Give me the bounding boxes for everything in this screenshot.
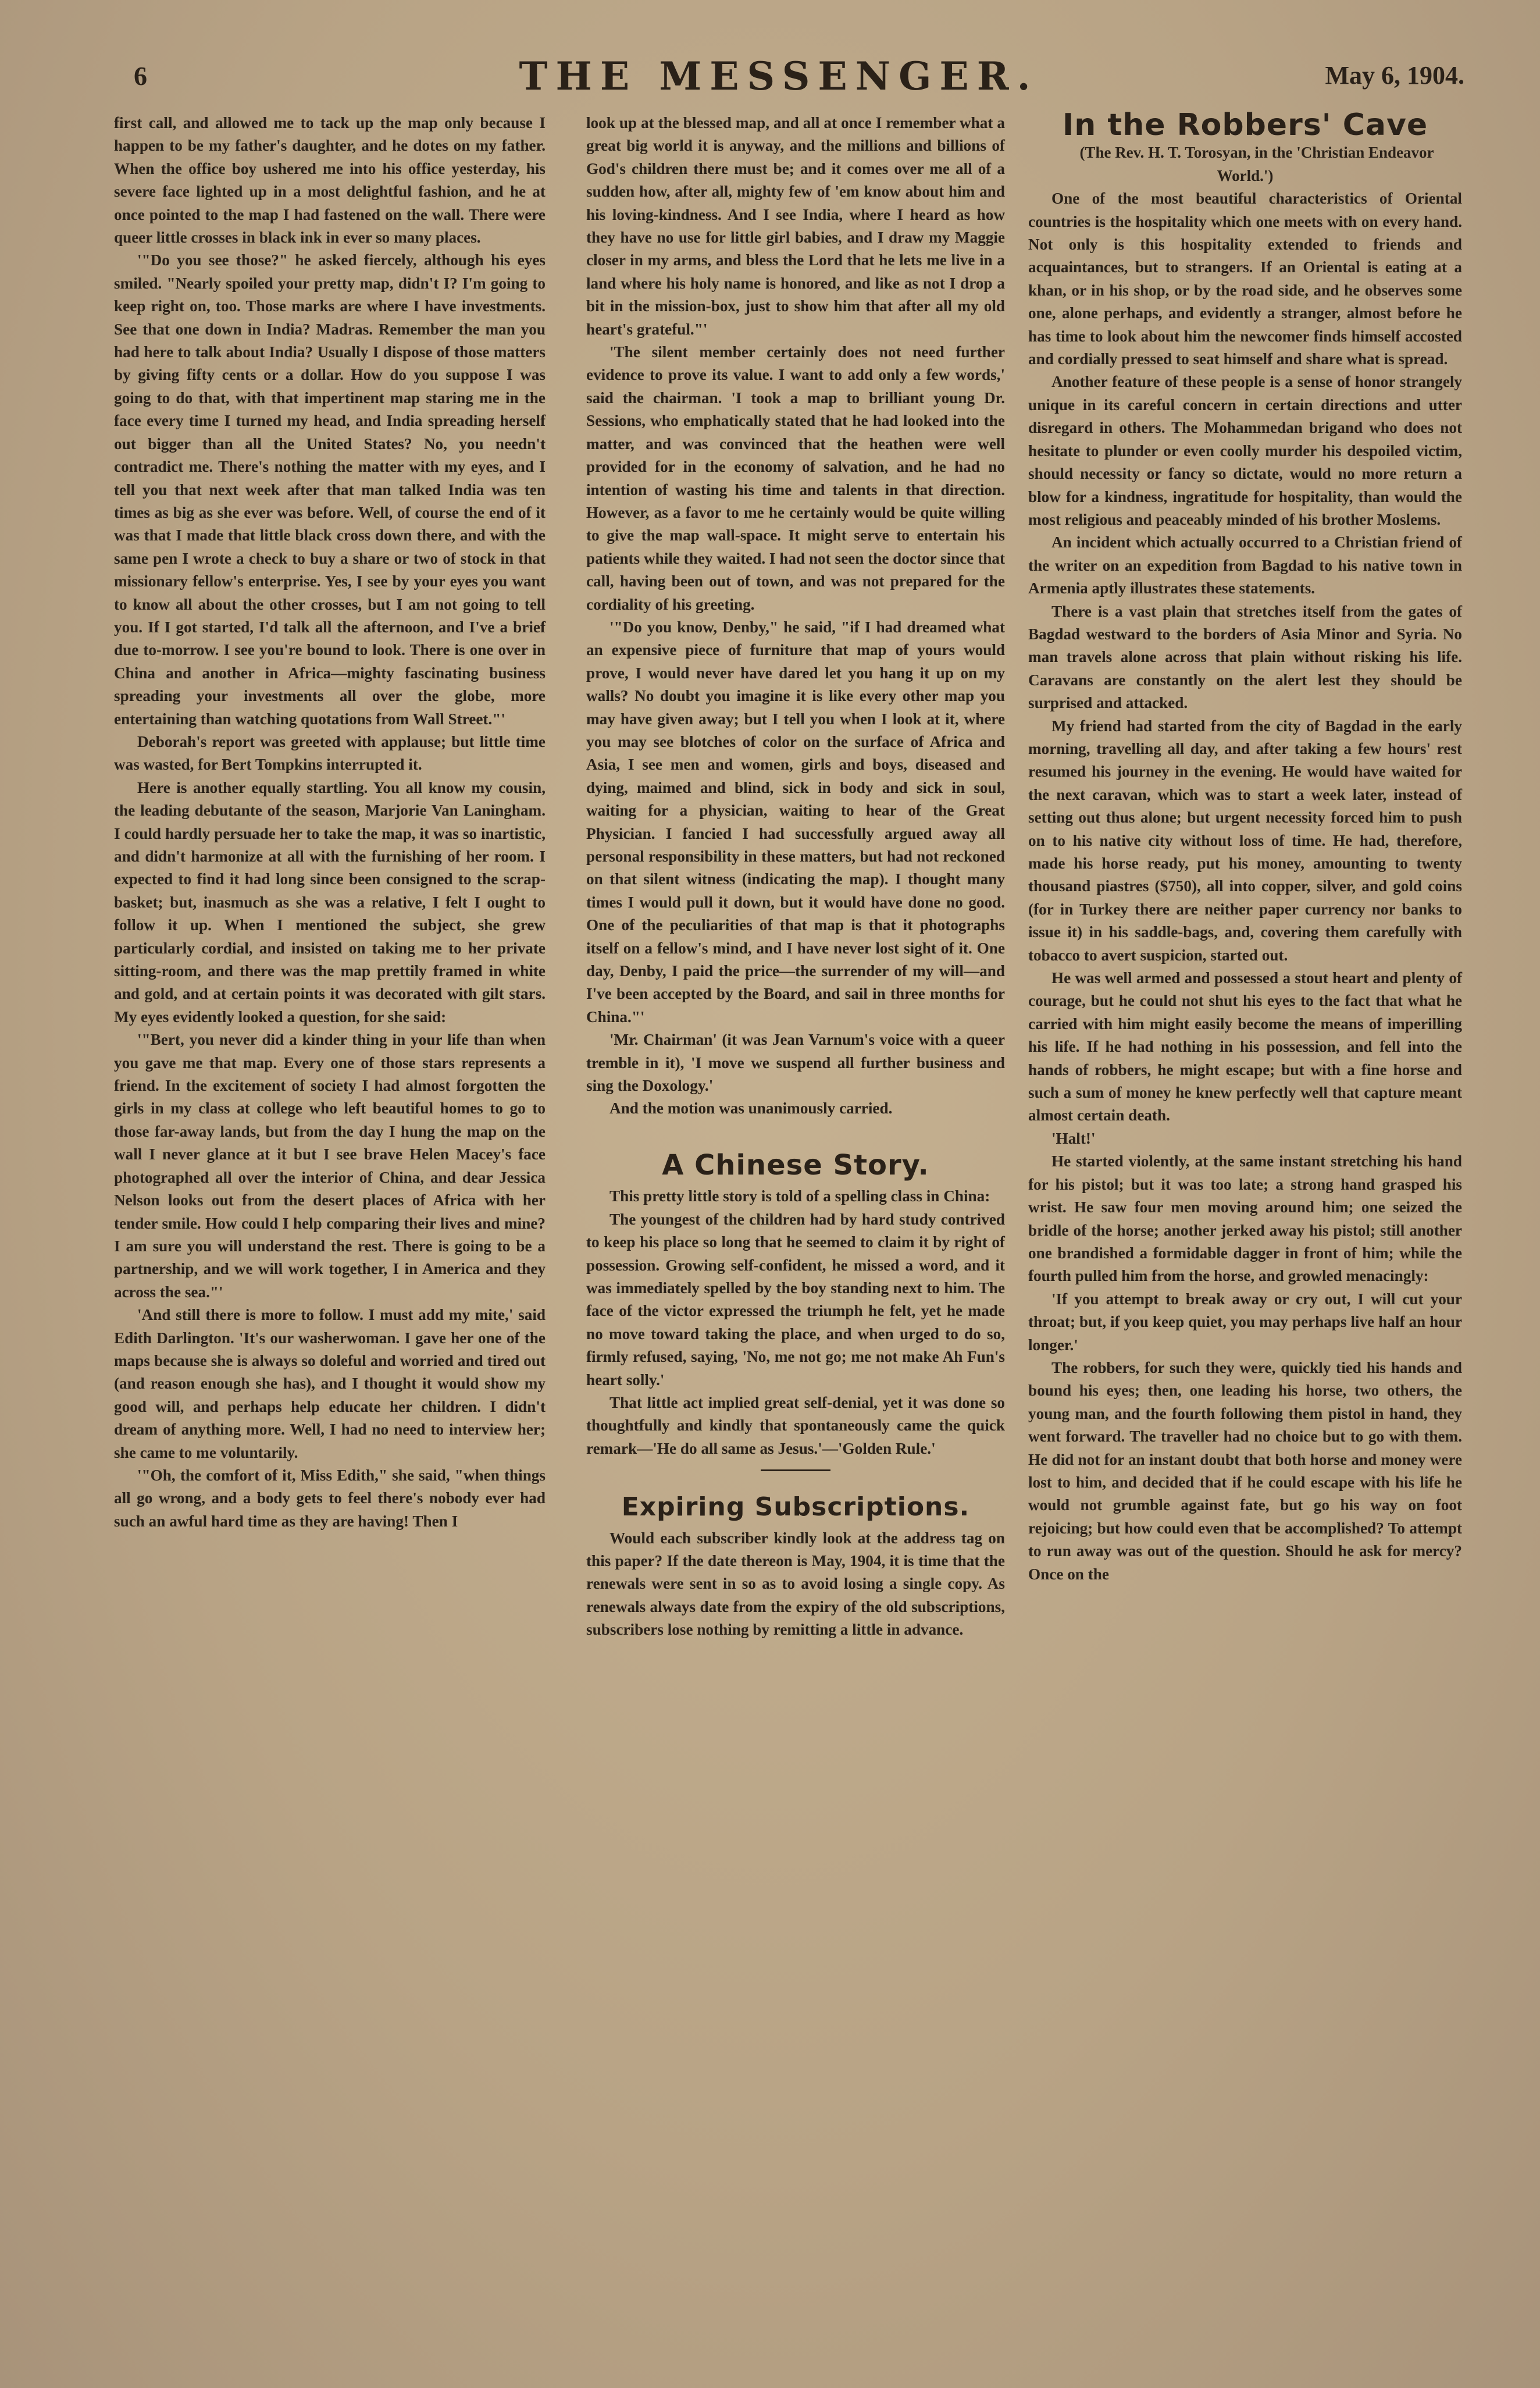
robbers-paragraph: He was well armed and possessed a stout heart and plenty of courage, but he could not shut his eyes to the fact that what he carried with him might easily become the means of imperilling his life. If he had nothing in his possession, and fell into the hands of robbers, he might escape; but with a fine horse and such a sum of money he knew perfectly well that capture meant almost certain death. xyxy=(1028,969,1462,1124)
robbers-paragraph: 'Halt!' xyxy=(1051,1129,1096,1147)
robbers-cave-byline: (The Rev. H. T. Torosyan, in the 'Christian Endeavor World.') xyxy=(1079,144,1434,184)
article-paragraph: '"Oh, the comfort of it, Miss Edith," she said, "when things all go wrong, and a body gets to feel there's nobody ever had such an awful hard time as they are having! Then I xyxy=(114,1466,546,1530)
column-1 xyxy=(114,112,546,1533)
chinese-story-paragraph: This pretty little story is told of a spelling class in China: xyxy=(609,1187,990,1205)
section-divider xyxy=(761,1469,830,1471)
robbers-paragraph: One of the most beautiful characteristics of Oriental countries is the hospitality which one meets with on every hand. Not only is this hospitality extended to friends and acquaintances, but to strangers. If an Oriental is eating at a khan, or in his shop, or by the road side, and he observes some one, alone perhaps, and evidently a stranger, almost before he has time to look about him the newcomer finds himself accosted and cordially pressed to seat himself and share what is spread. xyxy=(1028,190,1462,368)
article-paragraph: Deborah's report was greeted with applause; but little time was wasted, for Bert Tompkins interrupted it. xyxy=(114,732,546,774)
robbers-paragraph: An incident which actually occurred to a Christian friend of the writer on an expedition from Bagdad to his native town in Armenia aptly illustrates these statements. xyxy=(1028,533,1462,597)
article-paragraph: Here is another equally startling. You all know my cousin, the leading debutante of the season, Marjorie Van Laningham. I could hardly persuade her to take the map, it was so inartistic, and didn't harmonize at all with the furnishing of her room. I expected to find it had long since been consigned to the scrap-basket; but, inasmuch as she was a relative, I felt I ought to follow it up. When I mentioned the subject, she grew particularly cordial, and insisted on taking me to her private sitting-room, and there was the map prettily framed in white and gold, and at certain points it was decorated with gilt stars. My eyes evidently looked a question, for she said: xyxy=(114,778,546,1026)
expiring-subscriptions-headline: Expiring Subscriptions. xyxy=(621,1492,970,1522)
robbers-paragraph: There is a vast plain that stretches itself from the gates of Bagdad westward to the borders of Asia Minor and Syria. No man travels alone across that plain without risking his life. Caravans are constantly on the alert lest they should be surprised and attacked. xyxy=(1028,602,1462,712)
article-paragraph: 'The silent member certainly does not need further evidence to prove its value. I want to add only a few words,' said the chairman. 'I took a map to brilliant young Dr. Sessions, who emphatically stated that he had looked into the matter, and was convinced that the heathen were well provided for in the economy of salvation, and he had no intention of wasting his time and talents in that direction. However, as a favor to me he certainly would be quite willing to give the map wall-space. It might serve to entertain his patients while they waited. I had not seen the doctor since that call, having been out of town, and was not prepared for the cordiality of his greeting. xyxy=(586,343,1005,613)
robbers-cave-headline: In the Robbers' Cave xyxy=(1062,108,1428,143)
robbers-paragraph: He started violently, at the same instant stretching his hand for his pistol; but it was too late; a strong hand grasped his wrist. He saw four men moving around him; one seized the bridle of the horse; another jerked away his pistol; still another one brandished a formidable dagger in front of him; while the fourth pulled him from the horse, and growled menacingly: xyxy=(1028,1152,1462,1285)
column-2 xyxy=(586,112,1005,1642)
article-paragraph: look up at the blessed map, and all at once I remember what a great big world it is anyway, and the millions and billions of God's children there must be; and it comes over me all of a sudden how, after all, mighty few of 'em know about him and his loving-kindness. And I see India, where I heard as how they have no use for little girl babies, and I draw my Maggie closer in my arms, and bless the Lord that he lets me live in a land where his holy name is honored, and like as not I drop a bit in the mission-box, just to show him that after all my old heart's grateful."' xyxy=(586,114,1005,338)
article-paragraph: '"Do you know, Denby," he said, "if I had dreamed what an expensive piece of furniture that map of yours would prove, I would never have dared let you hang it up on my walls? No doubt you imagine it is like every other map you may have given away; but I tell you when I look at it, where you may see blotches of color on the surface of Africa and Asia, I see men and women, girls and boys, diseased and dying, maimed and blind, sick in body and sick in soul, waiting for a physician, waiting to hear of the Great Physician. I fancied I had successfully argued away all personal responsibility in these matters, but had not reckoned on that silent witness (indicating the map). I thought many times I would pull it down, but it would have done no good. One of the peculiarities of that map is that it photographs itself on a fellow's mind, and I have never lost sight of it. One day, Denby, I paid the price—the surrender of my will—and I've been accepted by the Board, and sail in three months for China."' xyxy=(586,618,1005,1026)
expiring-paragraph: Would each subscriber kindly look at the address tag on this paper? If the date thereon is May, 1904, it is time that the renewals were sent in so as to avoid losing a single copy. As renewals always date from the expiry of the old subscriptions, subscribers lose nothing by remitting a little in advance. xyxy=(586,1529,1005,1639)
chinese-story-paragraph: The youngest of the children had by hard study contrived to keep his place so long that he seemed to claim it by right of possession. Growing self-confident, he missed a word, and it was immediately spelled by the boy standing next to him. The face of the victor expressed the triumph he felt, yet he made no move toward taking the place, and when urged to do so, firmly refused, saying, 'No, me not go; me not make Ah Fun's heart solly.' xyxy=(586,1210,1005,1389)
robbers-paragraph: My friend had started from the city of Bagdad in the early morning, travelling all day, and after taking a few hours' rest resumed his journey in the evening. He would have waited for the next caravan, which was to start a week later, instead of setting out thus alone; but urgent necessity forced him to push on to his native city without loss of time. He had, therefore, made his horse ready, put his money, amounting to twenty thousand piastres ($750), all into copper, silver, and gold coins (for in Turkey there are neither paper currency nor banks to issue it) in his saddle-bags, and, covering them carefully with tobacco to avert suspicion, started out. xyxy=(1028,717,1462,964)
article-paragraph: '"Do you see those?" he asked fiercely, although his eyes smiled. "Nearly spoiled your pretty map, didn't I? I'm going to keep right on, too. Those marks are where I have investments. See that one down in India? Madras. Remember the man you had here to talk about India? Usually I dispose of those matters by giving fifty cents or a dollar. How do you suppose I was going to do that, with that impertinent map staring me in the face every time I turned my head, and India spreading herself out bigger than all the United States? No, you needn't contradict me. There's nothing the matter with my eyes, and I tell you that next week after that man talked India was ten times as big as she ever was before. Well, of course the end of it was that I made that little black cross down there, and with the same pen I wrote a check to buy a share or two of stock in that missionary fellow's enterprise. Yes, I see by your eyes you want to know all about the other crosses, but I am not going to tell you. If I got started, I'd talk all the afternoon, and I've a brief due to-morrow. I see you're bound to look. There is one over in China and another in Africa—mighty fascinating business spreading your investments all over the globe, more entertaining than watching quotations from Wall Street."' xyxy=(114,251,546,728)
robbers-paragraph: Another feature of these people is a sense of honor strangely unique in its careful concern in certain directions and utter disregard in others. The Mohammedan brigand who does not hesitate to plunder or even coolly murder his despoiled victim, should necessity or fancy so dictate, would no more return a blow for a kindness, ingratitude for hospitality, than would the most religious and peaceably minded of his brother Moslems. xyxy=(1028,373,1462,528)
robbers-paragraph: 'If you attempt to break away or cry out, I will cut your throat; but, if you keep quiet, you may perhaps live half an hour longer.' xyxy=(1028,1290,1462,1354)
masthead-title: THE MESSENGER. xyxy=(519,54,1039,99)
issue-date: May 6, 1904. xyxy=(1325,61,1464,90)
article-paragraph: first call, and allowed me to tack up the map only because I happen to be my father's daughter, and he dotes on my father. When the office boy ushered me into his office yesterday, his severe face lighted up in a most delightful fashion, and he at once pointed to the map I had fastened on the wall. There were queer little crosses in black ink in ever so many places. xyxy=(114,114,546,247)
page-number: 6 xyxy=(134,61,147,91)
chinese-story-headline: A Chinese Story. xyxy=(662,1148,929,1181)
robbers-paragraph: The robbers, for such they were, quickly tied his hands and bound his eyes; then, one leading his horse, two others, the young man, and the fourth following them pistol in hand, they went forward. The traveller had no choice but to go with them. He did not for an instant doubt that both horse and money were lost to him, and decided that if he could escape with his life he would not grumble against fate, but go his way on foot rejoicing; but how could even that be accomplished? To attempt to run away was out of the question. Should he ask for mercy? Once on the xyxy=(1028,1358,1462,1583)
article-paragraph: '"Bert, you never did a kinder thing in your life than when you gave me that map. Every one of those stars represents a friend. In the excitement of society I had almost forgotten the girls in my class at college who left beautiful homes to go to those far-away lands, but from the day I hung the map on the wall I never glance at it but I see brave Helen Macey's face photographed all over the interior of China, and dear Jessica Nelson looks out from the desert places of Africa with her tender smile. How could I help comparing their lives and mine? I am sure you will understand the rest. There is going to be a partnership, and we will work together, I in America and they across the sea."' xyxy=(114,1031,546,1301)
column-3 xyxy=(1028,108,1462,1586)
article-paragraph: 'And still there is more to follow. I must add my mite,' said Edith Darlington. 'It's our washerwoman. I gave her one of the maps because she is always so doleful and worried and tired out (and reason enough she has), and I thought it would show my good will, and perhaps help educate her children. I didn't dream of anything more. Well, I had no need to interview her; she came to me voluntarily. xyxy=(114,1306,546,1461)
article-paragraph: And the motion was unanimously carried. xyxy=(609,1099,893,1118)
page-header xyxy=(93,54,1464,100)
article-paragraph: 'Mr. Chairman' (it was Jean Varnum's voice with a queer tremble in it), 'I move we suspend all further business and sing the Doxology.' xyxy=(586,1031,1005,1095)
chinese-story-paragraph: That little act implied great self-denial, yet it was done so thoughtfully and kindly that spontaneously came the quick remark—'He do all same as Jesus.'—'Golden Rule.' xyxy=(586,1393,1005,1457)
